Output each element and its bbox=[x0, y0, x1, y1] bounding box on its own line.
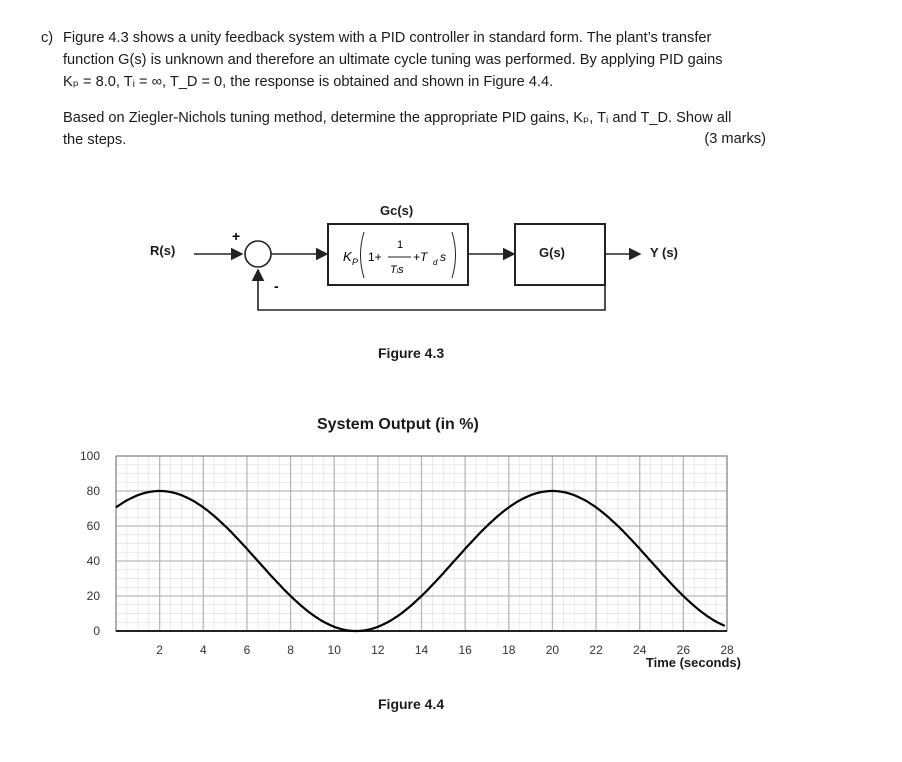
output-chart bbox=[0, 440, 902, 680]
question-line-3: Kₚ = 8.0, Tᵢ = ∞, T_D = 0, the response is obtained and shown in Figure 4.4. bbox=[63, 74, 554, 90]
y-tick-label: 100 bbox=[79, 449, 100, 463]
question-line-5: the steps. bbox=[63, 132, 127, 148]
pid-td-sub: d bbox=[433, 258, 438, 267]
pid-kp: K bbox=[343, 249, 352, 264]
input-label: R(s) bbox=[150, 243, 176, 258]
x-tick-label: 16 bbox=[458, 643, 472, 657]
x-tick-label: 14 bbox=[414, 643, 429, 657]
minus-sign: - bbox=[274, 278, 279, 294]
figure-4-3-caption: Figure 4.3 bbox=[378, 345, 445, 361]
controller-label: Gc(s) bbox=[380, 203, 414, 218]
x-tick-label: 2 bbox=[156, 643, 163, 657]
question-line-2: function G(s) is unknown and therefore an ultimate cycle tuning was performed. By applying PID gains bbox=[63, 52, 723, 68]
x-tick-label: 22 bbox=[589, 643, 603, 657]
plant-label: G(s) bbox=[539, 245, 565, 260]
pid-frac-num: 1 bbox=[397, 239, 404, 251]
figure-4-4-caption: Figure 4.4 bbox=[378, 696, 445, 712]
x-tick-label: 28 bbox=[720, 643, 734, 657]
question-line-1: Figure 4.3 shows a unity feedback system with a PID controller in standard form. The plant’s transfer bbox=[63, 30, 712, 46]
pid-one: 1+ bbox=[368, 250, 382, 264]
output-label: Y (s) bbox=[650, 245, 678, 260]
block-diagram bbox=[0, 0, 902, 330]
chart-title: System Output (in %) bbox=[317, 416, 479, 433]
plus-sign: + bbox=[232, 228, 241, 244]
summing-junction bbox=[245, 241, 271, 267]
y-tick-label: 20 bbox=[86, 589, 100, 603]
x-tick-label: 26 bbox=[676, 643, 691, 657]
x-tick-label: 10 bbox=[327, 643, 341, 657]
x-tick-label: 24 bbox=[633, 643, 647, 657]
y-tick-label: 0 bbox=[93, 624, 100, 638]
pid-td: +T bbox=[413, 250, 428, 264]
question-label: c) bbox=[41, 30, 54, 46]
marks-label: (3 marks) bbox=[704, 131, 766, 147]
x-tick-label: 18 bbox=[502, 643, 516, 657]
pid-s: s bbox=[440, 250, 446, 264]
pid-frac-den: Tᵢs bbox=[390, 264, 404, 276]
y-tick-label: 40 bbox=[86, 554, 100, 568]
y-tick-label: 60 bbox=[86, 519, 100, 533]
x-axis-label: Time (seconds) bbox=[645, 655, 741, 670]
question-line-4: Based on Ziegler-Nichols tuning method, determine the appropriate PID gains, Kₚ, Tᵢ and T_D. Show all bbox=[63, 110, 732, 126]
pid-kp-sub: P bbox=[352, 257, 359, 267]
x-tick-label: 12 bbox=[371, 643, 385, 657]
x-tick-label: 20 bbox=[545, 643, 560, 657]
x-tick-label: 8 bbox=[287, 643, 294, 657]
y-tick-label: 80 bbox=[86, 484, 100, 498]
x-tick-label: 6 bbox=[243, 643, 251, 657]
x-tick-label: 4 bbox=[199, 643, 207, 657]
